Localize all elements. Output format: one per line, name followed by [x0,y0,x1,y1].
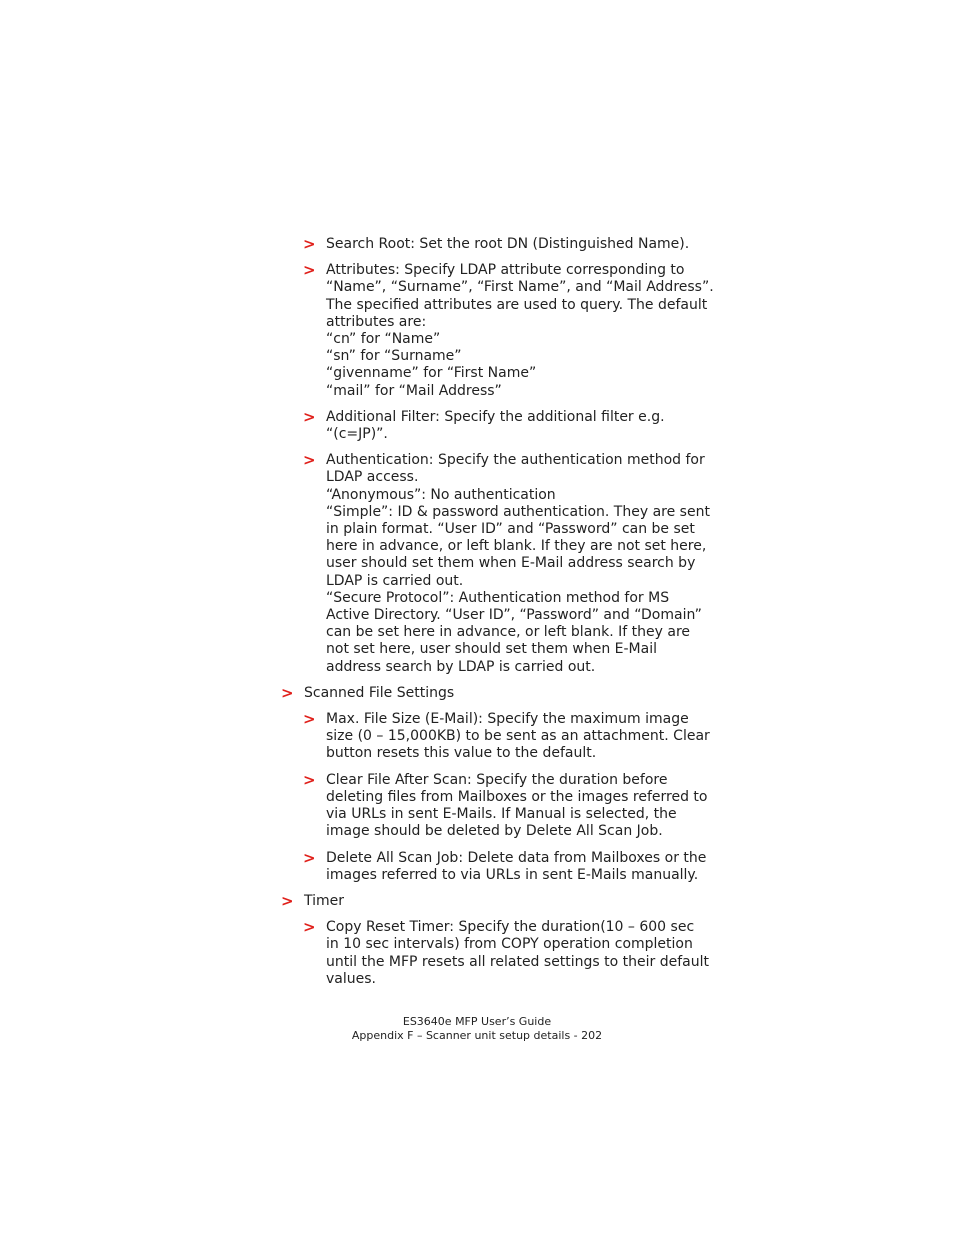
page-footer [0,1015,954,1043]
list-item-text-line: “givenname” for “First Name” [326,365,537,382]
footer-guide-title: ES3640e MFP User’s Guide [402,1015,552,1028]
list-item-text-line: The specified attributes are used to query. The default [326,296,708,313]
list-item-text-line: image should be deleted by Delete All Scan Job. [326,823,663,840]
list-item-text-line: “cn” for “Name” [326,331,441,348]
bullet-arrow-icon: > [303,261,316,280]
list-item-text-line: images referred to via URLs in sent E-Mails manually. [326,866,699,883]
list-item-text-line: address search by LDAP is carried out. [326,658,596,675]
list-item-text-line: Timer [304,892,345,909]
footer-page-reference: Appendix F – Scanner unit setup details - 202 [351,1029,603,1042]
list-item-timer [281,893,721,910]
bullet-arrow-icon: > [303,407,316,426]
bullet-arrow-icon: > [303,770,316,789]
list-item-scanned-file-settings [281,685,721,702]
list-item-attributes [303,262,721,400]
list-item-text-line: not set here, user should set them when E-Mail [326,641,657,658]
list-item-text-line: Active Directory. “User ID”, “Password” and “Domain” [326,607,702,624]
list-item-text-line: via URLs in sent E-Mails. If Manual is selected, the [326,806,677,823]
list-item-text-line: user should set them when E-Mail address search by [326,555,696,572]
list-item-text-line: Clear File After Scan: Specify the duration before [326,771,668,788]
list-item-text-line: Attributes: Specify LDAP attribute corresponding to [326,262,685,279]
list-item-additional-filter [303,409,721,443]
list-item-text-line: “Name”, “Surname”, “First Name”, and “Mail Address”. [326,279,714,296]
list-item-text-line: Search Root: Set the root DN (Distinguished Name). [326,236,690,252]
bullet-arrow-icon: > [303,918,316,937]
list-item-copy-reset-timer [303,919,721,988]
bullet-arrow-icon: > [303,848,316,867]
list-item-authentication [303,452,721,676]
list-item-text-line: values. [326,970,376,987]
bullet-arrow-icon: > [281,683,294,702]
list-item-text-line: in 10 sec intervals) from COPY operation completion [326,936,693,953]
bullet-arrow-icon: > [303,235,316,253]
list-item-text-line: Scanned File Settings [304,684,455,701]
list-item-text-line: “Anonymous”: No authentication [326,486,556,503]
list-item-text-line: “(c=JP)”. [326,426,388,443]
bullet-arrow-icon: > [303,451,316,470]
list-item-text-line: deleting files from Mailboxes or the images referred to [326,788,708,805]
list-item-text-line: button resets this value to the default. [326,745,597,762]
list-item-text-line: Authentication: Specify the authentication method for [326,452,705,469]
list-item-text-line: attributes are: [326,313,427,330]
list-item-text-line: Delete All Scan Job: Delete data from Mailboxes or the [326,849,707,866]
list-item-search-root [303,236,721,253]
list-item-text-line: LDAP access. [326,469,419,486]
list-item-text-line: in plain format. “User ID” and “Password” can be set [326,521,695,538]
list-item-text-line: LDAP is carried out. [326,572,464,589]
list-item-text-line: size (0 – 15,000KB) to be sent as an attachment. Clear [326,728,710,745]
list-item-text-line: Copy Reset Timer: Specify the duration(10 – 600 sec [326,919,695,936]
list-item-text-line: “mail” for “Mail Address” [326,382,502,399]
list-item-clear-file-after-scan [303,772,721,841]
list-item-text-line: here in advance, or left blank. If they are not set here, [326,538,707,555]
list-item-delete-all-scan-job [303,850,721,884]
list-item-text-line: until the MFP resets all related settings to their default [326,953,710,970]
list-item-text-line: Additional Filter: Specify the additional filter e.g. [326,408,665,425]
body-content [281,236,721,997]
bullet-arrow-icon: > [303,710,316,729]
bullet-arrow-icon: > [281,891,294,910]
list-item-text-line: “sn” for “Surname” [326,348,462,365]
list-item-text-line: can be set here in advance, or left blank. If they are [326,624,691,641]
list-item-text-line: Max. File Size (E-Mail): Specify the maximum image [326,711,689,728]
list-item-text-line: “Secure Protocol”: Authentication method for MS [326,589,670,606]
list-item-max-file-size [303,711,721,763]
list-item-text-line: “Simple”: ID & password authentication. They are sent [326,503,710,520]
